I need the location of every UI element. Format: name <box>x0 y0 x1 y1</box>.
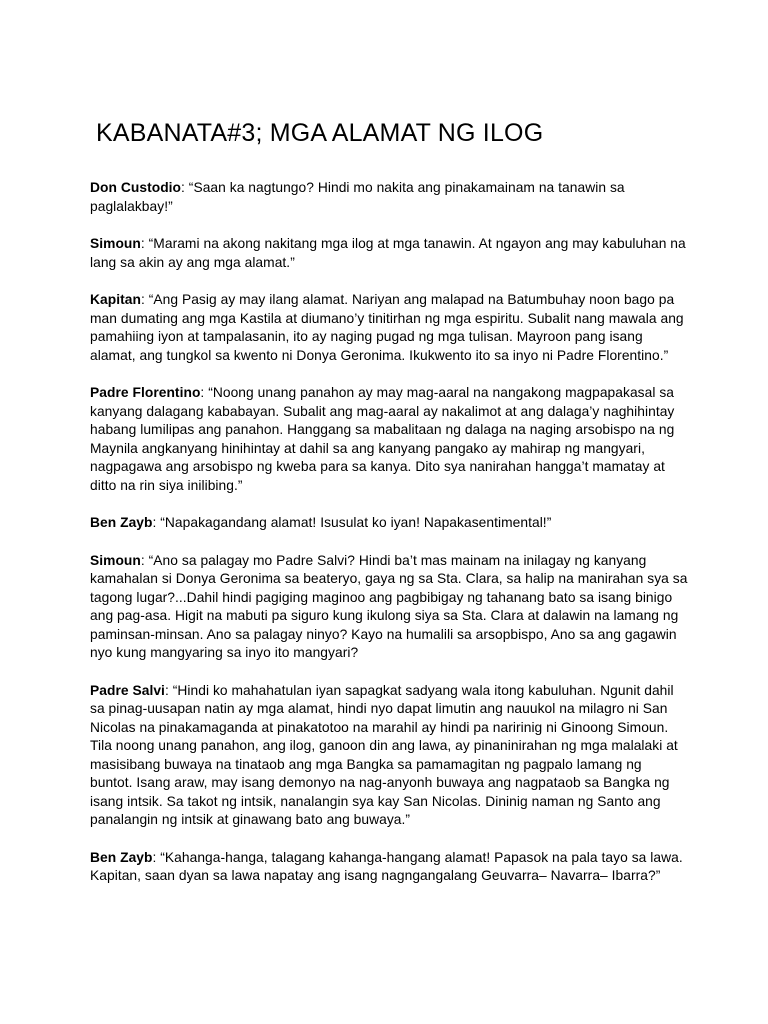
dialogue-text: : “Ano sa palagay mo Padre Salvi? Hindi ba’t mas mainam na inilagay ng kanyang kamahalan si Donya Geronima sa beateryo, gaya ng sa Sta. Clara, sa halip na manirahan sya sa tagong lugar?...Dahil hindi pagiging maginoo ang pagbibigay ng tahanang bato sa isang binigo ang pag-asa. Higit na mabuti pa siguro kung ikulong siya sa Sta. Clara at dalawin na lamang ng paminsan-minsan. Ano sa palagay ninyo? Kayo na humalili sa arsopbispo, Ano sa ang gagawin nyo kung mangyaring sa inyo ito mangyari? <box>90 552 688 660</box>
dialogue-paragraph-padre-salvi <box>90 682 688 830</box>
dialogue-text: : “Saan ka nagtungo? Hindi mo nakita ang pinakamainam na tanawin sa paglalakbay!” <box>90 180 625 214</box>
speaker-name: Don Custodio <box>90 180 182 195</box>
dialogue-paragraph-don-custodio <box>90 179 688 216</box>
dialogue-paragraph-simoun <box>90 235 688 272</box>
dialogue-text: : “Noong unang panahon ay may mag-aaral na nangakong magpapakasal sa kanyang dalagang kababayan. Subalit ang mag-aaral ay nakalimot at ang dalaga’y naghihintay habang lumilipas ang panahon. Hanggang sa mabalitaan ng dalaga na naging arsobispo na ng Maynila angkanyang hinihintay at dahil sa ang kanyang pangako ay mahirap ng mangyari, nagpagawa ang arsobispo ng kweba para sa kanya. Dito sya nanirahan hangga’t mamatay at ditto na rin siya inilibing.” <box>90 385 675 493</box>
speaker-name: Kapitan <box>90 292 141 307</box>
dialogue-text: : “Kahanga-hanga, talagang kahanga-hangang alamat! Papasok na pala tayo sa lawa. Kapitan, saan dyan sa lawa napatay ang isang nagngangalang Geuvarra– Navarra– Ibarra?” <box>90 849 683 883</box>
speaker-name: Simoun <box>90 552 141 568</box>
speaker-name: Ben Zayb <box>90 515 153 530</box>
dialogue-paragraph-ben-zayb <box>90 514 688 533</box>
dialogue-text: : “Marami na akong nakitang mga ilog at mga tanawin. At ngayon ang may kabuluhan na lang sa akin ay ang mga alamat.” <box>90 236 686 270</box>
speaker-name: Padre Florentino <box>90 385 201 400</box>
speaker-name: Ben Zayb <box>90 849 153 865</box>
dialogue-paragraph-kapitan <box>90 291 688 365</box>
dialogue-text: : “Napakagandang alamat! Isusulat ko iyan! Napakasentimental!” <box>152 515 552 530</box>
dialogue-paragraph-ben-zayb <box>90 849 688 886</box>
dialogue-paragraph-simoun <box>90 552 688 663</box>
speaker-name: Padre Salvi <box>90 682 165 698</box>
dialogue-text: : “Hindi ko mahahatulan iyan sapagkat sadyang wala itong kabuluhan. Ngunit dahil sa pinag-uusapan natin ay mga alamat, hindi nyo dapat limutin ang nauukol na milagro ni San Nicolas na pinakamaganda at pinakatotoo na marahil ay hindi pa naririnig ni Ginoong Simoun. Tila noong unang panahon, ang ilog, ganoon din ang lawa, ay pinaninirahan ng mga malalaki at masisibang buwaya na tinataob ang mga Bangka sa pamamagitan ng pagpalo lamang ng buntot. Isang araw, may isang demonyo na nag-anyonh buwaya ang nagpataob sa Bangka ng isang intsik. Sa takot ng intsik, nanalangin sya kay San Nicolas. Dininig naman ng Santo ang panalangin ng intsik at ginawang bato ang buwaya.” <box>90 682 678 827</box>
dialogue-text: : “Ang Pasig ay may ilang alamat. Nariyan ang malapad na Batumbuhay noon bago pa man dumating ang mga Kastila at diumano’y tinitirhan ng mga espiritu. Subalit nang mawala ang pamahiing iyon at tampalasanin, ito ay naging pugad ng mga tulisan. Mayroon pang isang alamat, ang tungkol sa kwento ni Donya Geronima. Ikukwento ito sa inyo ni Padre Florentino.” <box>90 292 684 363</box>
speaker-name: Simoun <box>90 236 141 251</box>
chapter-title: KABANATA#3; MGA ALAMAT NG ILOG <box>96 119 544 147</box>
dialogue-paragraph-padre-florentino <box>90 384 688 495</box>
